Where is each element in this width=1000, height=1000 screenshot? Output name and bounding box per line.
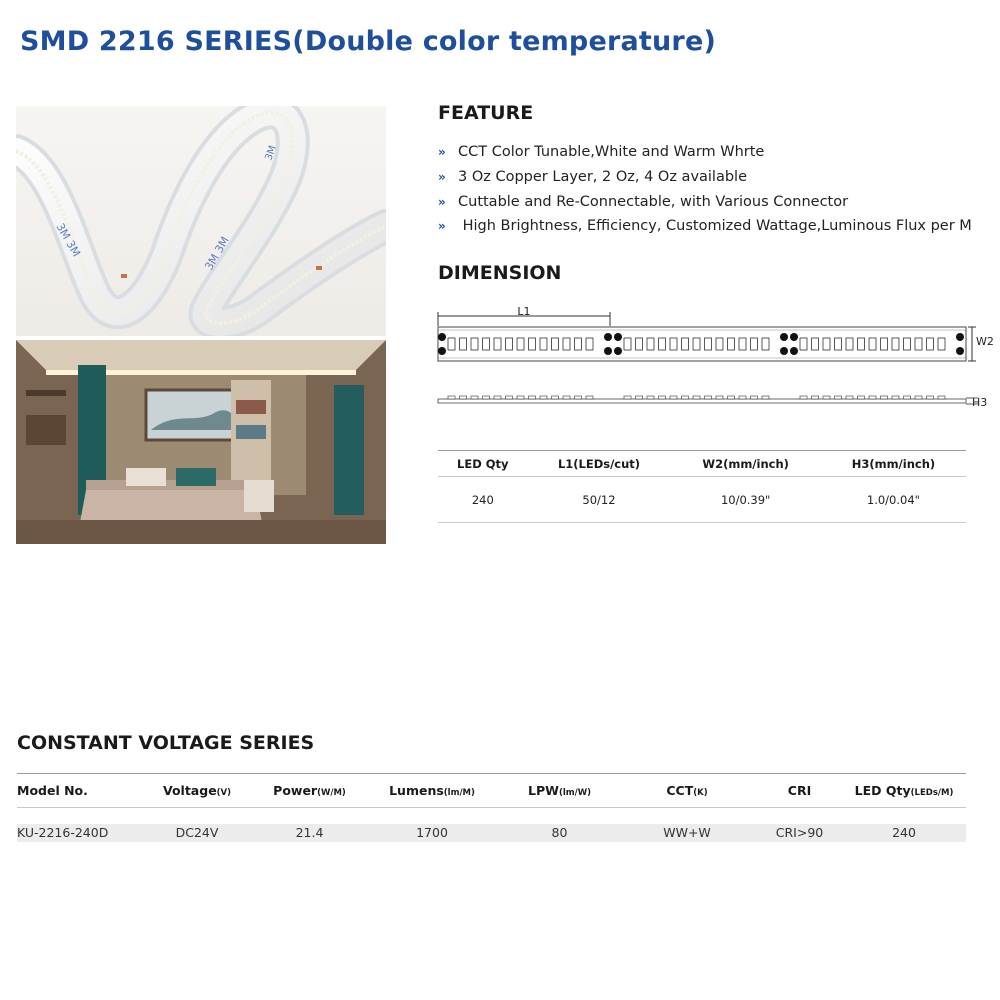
cell-lumens: 1700 <box>362 824 502 842</box>
feature-item-text: CCT Color Tunable,White and Warm Whrte <box>458 144 765 161</box>
led-chip-side <box>659 396 666 399</box>
bedroom-illustration <box>16 340 386 544</box>
led-chip-side <box>835 396 842 399</box>
led-chip-side <box>624 396 631 399</box>
led-chip-side <box>812 396 819 399</box>
led-chip-side <box>540 396 547 399</box>
led-chip <box>846 338 853 350</box>
led-chip <box>915 338 922 350</box>
led-chip <box>881 338 888 350</box>
led-chip <box>529 338 536 350</box>
led-chip <box>716 338 723 350</box>
table-row <box>17 824 966 842</box>
cell-w2: 10/0.39" <box>670 477 820 523</box>
cell-l1: 50/12 <box>528 477 671 523</box>
led-chip <box>705 338 712 350</box>
led-chip-side <box>483 396 490 399</box>
svg-text:3M 3M: 3M 3M <box>202 234 232 273</box>
led-chip <box>506 338 513 350</box>
constant-voltage-heading: CONSTANT VOLTAGE SERIES <box>17 732 315 754</box>
led-chip <box>762 338 769 350</box>
led-chip <box>892 338 899 350</box>
feature-item <box>438 214 972 239</box>
page-title: SMD 2216 SERIES(Double color temperature) <box>20 26 717 57</box>
led-chip <box>471 338 478 350</box>
cell-cri: CRI>90 <box>757 824 842 842</box>
led-chip-side <box>892 396 899 399</box>
header-led-qty: LED Qty <box>438 451 528 477</box>
led-chip <box>494 338 501 350</box>
led-chip <box>483 338 490 350</box>
led-chip-side <box>575 396 582 399</box>
feature-item-text: High Brightness, Efficiency, Customized Wattage,Luminous Flux per M <box>458 218 972 235</box>
led-chip-side <box>460 396 467 399</box>
led-chip-side <box>693 396 700 399</box>
led-chip <box>904 338 911 350</box>
led-chip <box>682 338 689 350</box>
header-cri: CRI <box>757 774 842 808</box>
double-chevron-icon: » <box>438 219 446 234</box>
table-header-row <box>438 451 966 477</box>
led-chip <box>823 338 830 350</box>
led-chip <box>670 338 677 350</box>
led-chip <box>869 338 876 350</box>
header-led-qty: LED Qty(LEDs/M) <box>842 774 966 808</box>
led-chip <box>624 338 631 350</box>
led-chip <box>575 338 582 350</box>
led-chip-side <box>881 396 888 399</box>
feature-item-text: 3 Oz Copper Layer, 2 Oz, 4 Oz available <box>458 169 748 186</box>
led-chip-side <box>586 396 593 399</box>
led-chip-side <box>636 396 643 399</box>
led-chip-side <box>506 396 513 399</box>
double-chevron-icon: » <box>438 145 446 160</box>
led-chip-side <box>904 396 911 399</box>
led-chip-side <box>938 396 945 399</box>
led-chip <box>552 338 559 350</box>
led-chip <box>659 338 666 350</box>
led-chip-side <box>670 396 677 399</box>
led-chip <box>517 338 524 350</box>
led-chip-side <box>751 396 758 399</box>
dimension-drawing <box>432 300 1000 415</box>
led-chip-side <box>869 396 876 399</box>
led-chip-side <box>448 396 455 399</box>
led-chip-side <box>552 396 559 399</box>
cell-led-qty: 240 <box>438 477 528 523</box>
led-chip <box>800 338 807 350</box>
header-w2: W2(mm/inch) <box>670 451 820 477</box>
led-chip-side <box>739 396 746 399</box>
cell-voltage: DC24V <box>137 824 257 842</box>
cell-power: 21.4 <box>257 824 362 842</box>
feature-item <box>438 140 972 165</box>
feature-item <box>438 189 972 214</box>
led-chip-side <box>647 396 654 399</box>
header-model: Model No. <box>17 774 137 808</box>
header-power: Power(W/M) <box>257 774 362 808</box>
header-lpw: LPW(lm/W) <box>502 774 617 808</box>
header-h3: H3(mm/inch) <box>821 451 966 477</box>
cell-h3: 1.0/0.04" <box>821 477 966 523</box>
header-cct: CCT(K) <box>617 774 757 808</box>
led-chip <box>835 338 842 350</box>
led-chip-side <box>471 396 478 399</box>
header-l1: L1(LEDs/cut) <box>528 451 671 477</box>
cell-cct: WW+W <box>617 824 757 842</box>
led-chip <box>647 338 654 350</box>
led-chip <box>927 338 934 350</box>
feature-item-text: Cuttable and Re-Connectable, with Various Connector <box>458 193 849 210</box>
led-strip-illustration <box>16 106 386 336</box>
led-chip <box>586 338 593 350</box>
strip-side-view <box>438 396 966 403</box>
led-chip <box>693 338 700 350</box>
led-chip-side <box>563 396 570 399</box>
feature-item <box>438 165 972 190</box>
feature-heading: FEATURE <box>438 102 534 124</box>
bedroom-interior-photo <box>16 340 386 544</box>
cell-model: KU-2216-240D <box>17 824 137 842</box>
led-chip-side <box>846 396 853 399</box>
led-chip-side <box>517 396 524 399</box>
led-chip <box>563 338 570 350</box>
led-strip-photo <box>16 106 386 336</box>
double-chevron-icon: » <box>438 194 446 209</box>
led-chip <box>728 338 735 350</box>
led-chip-side <box>728 396 735 399</box>
led-chip <box>739 338 746 350</box>
h3-label: H3 <box>972 396 988 409</box>
led-chip-side <box>927 396 934 399</box>
led-chip-side <box>858 396 865 399</box>
led-chip-side <box>800 396 807 399</box>
dimension-spec-table <box>438 450 966 523</box>
led-chip <box>938 338 945 350</box>
svg-text:3M 3M: 3M 3M <box>53 221 83 260</box>
led-chip-side <box>682 396 689 399</box>
header-voltage: Voltage(V) <box>137 774 257 808</box>
led-chip-side <box>762 396 769 399</box>
table-row <box>438 477 966 523</box>
led-chip-side <box>823 396 830 399</box>
led-chip <box>751 338 758 350</box>
cell-lpw: 80 <box>502 824 617 842</box>
svg-text:3M: 3M <box>263 144 279 163</box>
table-header-row <box>17 774 966 808</box>
led-chip <box>540 338 547 350</box>
led-chip <box>858 338 865 350</box>
led-chip-side <box>494 396 501 399</box>
dimension-heading: DIMENSION <box>438 262 562 284</box>
feature-list <box>438 140 972 239</box>
led-chip-side <box>705 396 712 399</box>
led-chip <box>460 338 467 350</box>
led-chip-side <box>529 396 536 399</box>
led-chip-side <box>716 396 723 399</box>
l1-label: L1 <box>517 305 531 318</box>
strip-top-view <box>438 327 966 361</box>
w2-label: W2 <box>976 335 994 348</box>
constant-voltage-table <box>17 773 966 842</box>
cell-led-qty: 240 <box>842 824 966 842</box>
led-chip <box>812 338 819 350</box>
double-chevron-icon: » <box>438 170 446 185</box>
header-lumens: Lumens(lm/M) <box>362 774 502 808</box>
led-chip <box>448 338 455 350</box>
led-chip <box>636 338 643 350</box>
led-chip-side <box>915 396 922 399</box>
